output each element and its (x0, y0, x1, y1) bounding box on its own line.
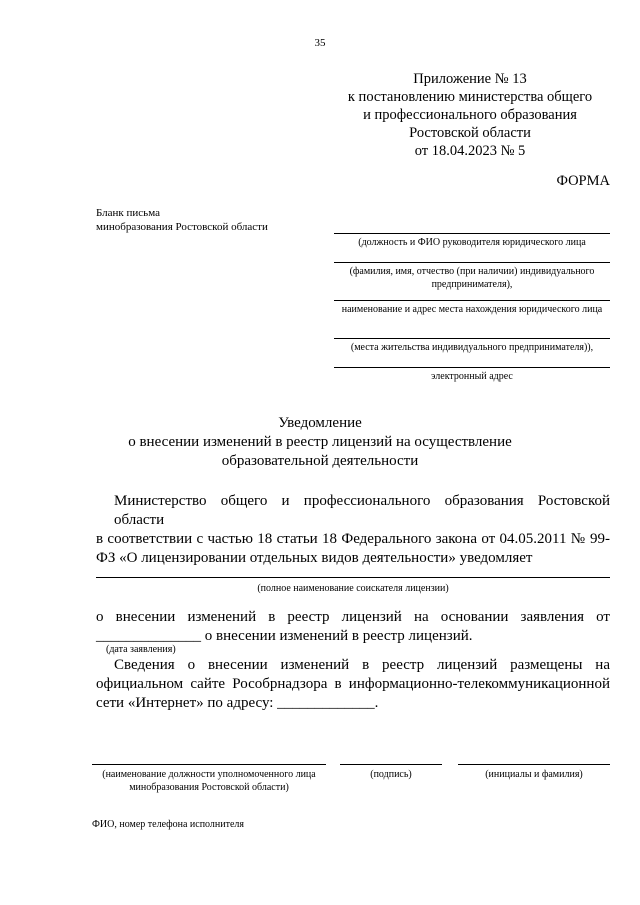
title-line: образовательной деятельности (221, 453, 419, 469)
paragraph-text: о внесении изменений в реестр лицензий. (201, 628, 473, 644)
date-caption: (дата заявления) (106, 644, 176, 655)
paragraph-line: официальном сайте Рособрнадзора в информационно-телекоммуникационной (96, 676, 610, 692)
appendix-line: Ростовской области (409, 125, 531, 141)
recipient-caption-position: (должность и ФИО руководителя юридического лица (358, 237, 586, 248)
recipient-caption-email: электронный адрес (431, 371, 513, 382)
appendix-block (330, 70, 610, 160)
appendix-line: от 18.04.2023 № 5 (414, 143, 526, 159)
recipient-line-4 (334, 338, 610, 339)
signature-caption: (подпись) (370, 769, 412, 780)
caption-line: минобразования Ростовской области) (129, 782, 289, 793)
title-line: о внесении изменений в реестр лицензий на осуществление (128, 434, 512, 450)
name-line (458, 764, 610, 765)
position-line (92, 764, 326, 765)
paragraph-line: Министерство общего и профессионального образования Ростовской области (114, 493, 610, 528)
executor-note: ФИО, номер телефона исполнителя (92, 819, 245, 830)
letterhead-line: Бланк письма (96, 207, 160, 219)
letterhead (96, 206, 326, 234)
recipient-line-5 (334, 367, 610, 368)
appendix-line: Приложение № 13 (413, 71, 527, 87)
recipient-line-1 (334, 233, 610, 234)
recipient-caption-entrepreneur: (фамилия, имя, отчество (при наличии) индивидуального предпринимателя), (349, 266, 595, 290)
letterhead-line: минобразования Ростовской области (96, 221, 268, 233)
appendix-line: и профессионального образования (363, 107, 577, 123)
paragraph-line: сети «Интернет» по адресу: _____________. (96, 695, 379, 711)
page-number: 35 (314, 37, 326, 49)
recipient-caption-residence: (места жительства индивидуального предпринимателя)), (350, 342, 594, 353)
paragraph-application (96, 608, 610, 646)
recipient-line-3 (334, 300, 610, 301)
paragraph-line: в соответствии с частью 18 статьи 18 Федерального закона от 04.05.2011 № 99- (96, 531, 610, 547)
caption-line: (наименование должности уполномоченного лица (102, 769, 316, 780)
paragraph-publication (96, 656, 610, 713)
position-caption (86, 768, 332, 794)
name-caption: (инициалы и фамилия) (485, 769, 583, 780)
paragraph-line: Сведения о внесении изменений в реестр лицензий размещены на (114, 657, 610, 673)
paragraph-line: о внесении изменений в реестр лицензий на основании заявления от (96, 609, 610, 625)
form-label: ФОРМА (556, 173, 610, 189)
recipient-line-2 (334, 262, 610, 263)
paragraph-line: ФЗ «О лицензировании отдельных видов деятельности» уведомляет (96, 550, 533, 566)
appendix-line: к постановлению министерства общего (347, 89, 593, 105)
applicant-line (96, 577, 610, 578)
applicant-caption: (полное наименование соискателя лицензии) (257, 583, 449, 594)
signature-line (340, 764, 442, 765)
title-line: Уведомление (278, 415, 362, 431)
paragraph-ministry (96, 492, 610, 568)
recipient-caption-address: наименование и адрес места нахождения юридического лица (341, 304, 603, 315)
application-date-blank: ______________ (96, 628, 201, 644)
document-title (60, 414, 580, 471)
